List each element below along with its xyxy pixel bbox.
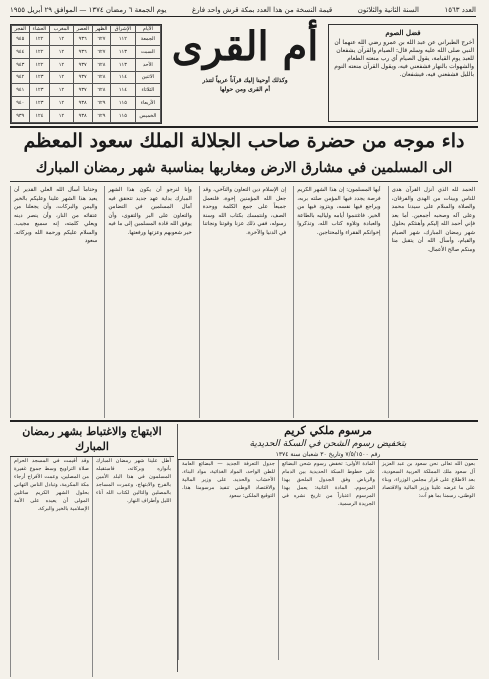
table-cell: ١٢ (50, 58, 74, 71)
table-row (12, 97, 161, 110)
fasting-box-text: أخرج الطبراني عن عبد الله بن عمرو رضي الله عنهما أن النبي صلى الله عليه وسلم قال: الصيام والقرآن يشفعان للعبد يوم القيامة، يقول الصيام أي رب منعته الطعام والشهوات بالنهار فشفعني فيه، ويقول القرآن منعته النوم بالليل فشفعني فيه، فيشفعان. (334, 39, 474, 78)
table-cell: ١١٣ (111, 58, 136, 71)
table-cell: الثلاثاء (135, 84, 160, 97)
main-subheadline: الى المسلمين في مشارق الارض ومغاربها بمناسبة شهر رمضان المبارك (10, 158, 478, 182)
table-row (12, 71, 161, 84)
article-column: وإنا لنرجو أن يكون هذا الشهر المبارك بداية عهد جديد تتحقق فيه آمال المسلمين في التضامن والتعاون على البر والتقوى، وأن يوفق الله قادة المسلمين إلى ما فيه خير شعوبهم وعزتها ورفعتها. (104, 186, 194, 418)
table-header-cell: الأيام (135, 26, 160, 33)
decree-title: مرسوم ملكي كريم (284, 424, 372, 437)
table-cell: ٩٤٢ (12, 71, 30, 84)
table-row (12, 33, 161, 46)
table-cell: الأربعاء (135, 97, 160, 110)
fasting-box-title: فضل الصوم (385, 28, 421, 37)
table-row (12, 110, 161, 123)
table-cell: ١٢٣ (29, 71, 50, 84)
table-cell: ١٢٢ (29, 45, 50, 58)
price-note: قيمة النسخة من هذا العدد بمكة قرش واحد فارغ (192, 6, 333, 14)
table-row (12, 84, 161, 97)
article-column: الحمد لله الذي أنزل القرآن هدى للناس وبينات من الهدى والفرقان، والصلاة والسلام على سيدنا محمد وعلى آله وصحبه أجمعين. أما بعد فإني أحمد الله إليكم وأهنئكم بحلول شهر رمضان المبارك، شهر الصيام والقيام، وأسأل الله أن يتقبل منا ومنكم صالح الأعمال. (388, 186, 478, 418)
top-info-line (10, 4, 476, 17)
table-cell: ١٢ (50, 110, 74, 123)
table-header-cell: العصر (73, 26, 92, 33)
issue-label: العدد ١٥٦٣ (444, 6, 476, 14)
side-article-column: أطل علينا شهر رمضان المبارك بأنواره وبركاته، فاستقبله المسلمون في هذا البلد الأمين بالفرح والابتهاج، وعمرت المساجد بالمصلين والتالين لكتاب الله آناء الليل وأطراف النهار. (92, 457, 174, 677)
table-cell: ١٢ (50, 33, 74, 46)
lower-section (10, 424, 478, 674)
ramadan-celebration-article (10, 424, 174, 672)
table-cell: ٦٢٧ (92, 33, 110, 46)
royal-address-columns (10, 186, 478, 418)
decree-column: المادة الأولى: تخفض رسوم شحن البضائع على خطوط السكة الحديدية بين الدمام والرياض وفق الجدول الملحق بهذا المرسوم. المادة الثانية: يعمل بهذا المرسوم اعتباراً من تاريخ نشره في الجريدة الرسمية. (278, 460, 378, 660)
decree-columns (178, 460, 478, 660)
article-column: أيها المسلمون: إن هذا الشهر الكريم فرصة يجدد فيها المؤمن صلته بربه، ويراجع فيها نفسه، ويتزود فيها من الخير. فاغتنموا أيامه ولياليه بالطاعة والعبادة وتلاوة كتاب الله، وتذكروا إخوانكم الفقراء والمحتاجين. (293, 186, 383, 418)
table-header-cell: الفجر (12, 26, 30, 33)
table-cell: السبت (135, 45, 160, 58)
table-cell: الأحد (135, 58, 160, 71)
masthead (10, 18, 478, 128)
masthead-verse-1: وكذلك أوحينا إليك قرآناً عربياً لتنذر (202, 77, 288, 84)
table-cell: الجمعة (135, 33, 160, 46)
side-article-body (10, 457, 174, 677)
table-header-cell: الظهر (92, 26, 110, 33)
table-cell: ٦٢٨ (92, 84, 110, 97)
table-cell: ١١٤ (111, 71, 136, 84)
table-cell: ١٢٢ (29, 33, 50, 46)
table-cell: ١١٥ (111, 97, 136, 110)
table-cell: ٩٣٨ (73, 97, 92, 110)
side-article-title: الابتهاج والاغتباط بشهر رمضان المبارك (10, 424, 174, 457)
royal-decree (177, 424, 478, 672)
table-cell: ٩٣٦ (73, 33, 92, 46)
decree-subtitle: بتخفيض رسوم الشحن في السكة الحديدية (249, 439, 407, 449)
table-cell: ١٢٣ (29, 97, 50, 110)
masthead-verse-2: أم القرى ومن حولها (219, 86, 271, 93)
decree-column: بعون الله تعالى نحن سعود بن عبد العزيز آل سعود ملك المملكة العربية السعودية، بعد الاطلاع على قرار مجلس الوزراء، وبناء على ما عرضه علينا وزير المالية والاقتصاد الوطني، رسمنا بما هو آت: (378, 460, 478, 660)
section-divider (10, 420, 478, 422)
article-column: إن الإسلام دين التعاون والتآخي، وقد جعل الله المؤمنين إخوة، فلنعمل جميعاً على جمع الكلمة ووحدة الصف، ولنتمسك بكتاب الله وسنة رسوله، ففي ذلك عزنا وقوتنا ونجاتنا في الدنيا والآخرة. (199, 186, 289, 418)
table-cell: ١١٣ (111, 45, 136, 58)
year-label: السنة الثانية والثلاثون (357, 6, 419, 14)
table-cell: ١٢٢ (29, 58, 50, 71)
table-cell: ٩٣٧ (73, 58, 92, 71)
table-cell: ٩٣٦ (73, 45, 92, 58)
table-cell: ١١٤ (111, 84, 136, 97)
table-header-cell: الإشراق (111, 26, 136, 33)
masthead-logo (170, 18, 320, 124)
table-header-cell: العشاء (29, 26, 50, 33)
table-cell: ٦٢٨ (92, 58, 110, 71)
newspaper-title: أم القرى (171, 23, 319, 70)
table-cell: ٩٣٨ (73, 110, 92, 123)
table-cell: ١٢ (50, 84, 74, 97)
table-cell: ١١٢ (111, 33, 136, 46)
table-row (12, 58, 161, 71)
decree-column: جدول التعرفة الجديد — البضائع العامة للطن الواحد، المواد الغذائية، مواد البناء، الأخشاب والحديد. على وزير المالية والاقتصاد الوطني تنفيذ مرسومنا هذا. التوقيع الملكي: سعود (178, 460, 278, 660)
table-cell: ١٢ (50, 71, 74, 84)
prayer-times-table (10, 24, 162, 124)
fasting-virtue-box (328, 24, 478, 122)
table-cell: ١٢٤ (29, 110, 50, 123)
table-cell: ٩٤٣ (12, 58, 30, 71)
table-cell: ١٢ (50, 45, 74, 58)
table-cell: الاثنين (135, 71, 160, 84)
table-cell: ٦٢٩ (92, 97, 110, 110)
main-headline: داء موجه من حضرة صاحب الجلالة الملك سعود المعظم (23, 130, 465, 152)
table-cell: ١٢٣ (29, 84, 50, 97)
decree-number: رقم ٧/٥/١٥٠٠ وتاريخ ٣٠ شعبان سنة ١٣٧٤ (178, 450, 478, 460)
table-cell: ١٢ (50, 97, 74, 110)
table-cell: ٩٤٥ (12, 33, 30, 46)
table-cell: ٩٤١ (12, 84, 30, 97)
date-label: يوم الجمعة ٦ رمضان ١٣٧٤ — الموافق ٢٩ أبريل ١٩٥٥ (10, 6, 167, 14)
table-cell: ٩٣٧ (73, 71, 92, 84)
article-column: وختاماً أسأل الله العلي القدير أن يعيد هذا الشهر علينا وعليكم بالخير واليمن والبركات، وأن يجعلنا من عتقائه من النار، وأن ينصر دينه ويعلي كلمته، إنه سميع مجيب. والسلام عليكم ورحمة الله وبركاته. سعود (10, 186, 100, 418)
table-cell: ٦٢٨ (92, 71, 110, 84)
table-cell: ٩٤٤ (12, 45, 30, 58)
side-article-column: وقد أقيمت في المسجد الحرام صلاة التراويح وسط جموع غفيرة من المصلين، وعمت الأفراح أرجاء مكة المكرمة، وتبادل الناس التهاني بحلول الشهر الكريم سائلين المولى أن يعيده على الأمة الإسلامية بالخير والبركة. (10, 457, 92, 677)
table-cell: ١١٥ (111, 110, 136, 123)
table-cell: ٦٢٩ (92, 110, 110, 123)
table-row (12, 45, 161, 58)
table-cell: الخميس (135, 110, 160, 123)
table-cell: ٩٣٩ (12, 110, 30, 123)
table-cell: ٩٣٧ (73, 84, 92, 97)
table-cell: ٦٢٧ (92, 45, 110, 58)
table-cell: ٩٤٠ (12, 97, 30, 110)
table-header-cell: المغرب (50, 26, 74, 33)
